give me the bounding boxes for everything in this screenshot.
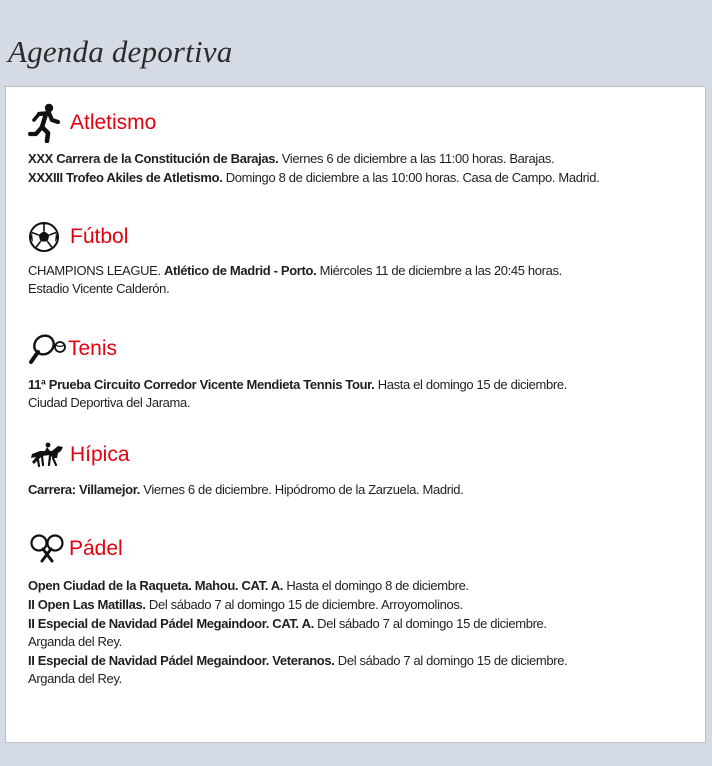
event-venue: Arganda del Rey.: [28, 634, 122, 649]
event-entry: [28, 596, 697, 614]
agenda-card: [5, 86, 706, 743]
event-name: XXX Carrera de la Constitución de Barajas.: [28, 151, 279, 166]
section-futbol: [28, 217, 697, 299]
event-details: Miércoles 11 de diciembre a las 20:45 horas.: [316, 263, 562, 278]
section-atletismo: [28, 103, 697, 188]
event-venue: Arganda del Rey.: [28, 671, 122, 686]
event-details: Domingo 8 de diciembre a las 10:00 horas. Casa de Campo. Madrid.: [222, 170, 600, 185]
event-details: Del sábado 7 al domingo 15 de diciembre. Arroyomolinos.: [145, 597, 463, 612]
event-name: Atlético de Madrid - Porto.: [164, 263, 317, 278]
event-details: Del sábado 7 al domingo 15 de diciembre.: [313, 616, 547, 631]
event-entry: [28, 615, 697, 651]
page-title: Agenda deportiva: [8, 34, 233, 69]
event-name: Carrera: Villamejor.: [28, 482, 140, 497]
section-title: Atletismo: [70, 111, 157, 134]
section-title: Pádel: [69, 537, 123, 560]
event-name: 11ª Prueba Circuito Corredor Vicente Mendieta Tennis Tour.: [28, 377, 375, 392]
section-header: [28, 329, 697, 369]
tennis-racket-icon: [28, 332, 66, 366]
event-entry: [28, 262, 697, 298]
section-header: [28, 217, 697, 257]
section-title: Hípica: [70, 443, 130, 466]
event-entry: [28, 577, 697, 595]
event-entry: [28, 376, 697, 412]
section-header: [28, 103, 697, 143]
padel-rackets-icon: [28, 534, 66, 564]
section-header: [28, 435, 697, 475]
event-entry: [28, 652, 697, 688]
event-entry: [28, 169, 697, 187]
section-hipica: [28, 435, 697, 500]
event-details: Hasta el domingo 8 de diciembre.: [283, 578, 469, 593]
section-padel: [28, 529, 697, 689]
event-name: II Especial de Navidad Pádel Megaindoor. CAT. A.: [28, 616, 314, 631]
event-entry: [28, 481, 697, 499]
event-venue: Ciudad Deportiva del Jarama.: [28, 395, 191, 410]
horse-racing-icon: [28, 442, 66, 468]
section-tenis: [28, 329, 697, 413]
section-header: [28, 529, 697, 569]
event-name: Open Ciudad de la Raqueta. Mahou. CAT. A.: [28, 578, 284, 593]
event-details: Viernes 6 de diciembre a las 11:00 horas. Barajas.: [278, 151, 555, 166]
runner-icon: [28, 103, 62, 143]
event-name: II Open Las Matillas.: [28, 597, 146, 612]
event-name: XXXIII Trofeo Akiles de Atletismo.: [28, 170, 223, 185]
event-details: Hasta el domingo 15 de diciembre.: [374, 377, 568, 392]
section-title: Fútbol: [70, 225, 129, 248]
event-details: Viernes 6 de diciembre. Hipódromo de la Zarzuela. Madrid.: [140, 482, 464, 497]
event-entry: [28, 150, 697, 168]
soccer-ball-icon: [28, 221, 60, 253]
section-title: Tenis: [68, 337, 118, 360]
event-venue: Estadio Vicente Calderón.: [28, 281, 170, 296]
event-name: II Especial de Navidad Pádel Megaindoor. Veteranos.: [28, 653, 335, 668]
event-details: Del sábado 7 al domingo 15 de diciembre.: [334, 653, 568, 668]
competition-name: CHAMPIONS LEAGUE.: [28, 263, 165, 278]
